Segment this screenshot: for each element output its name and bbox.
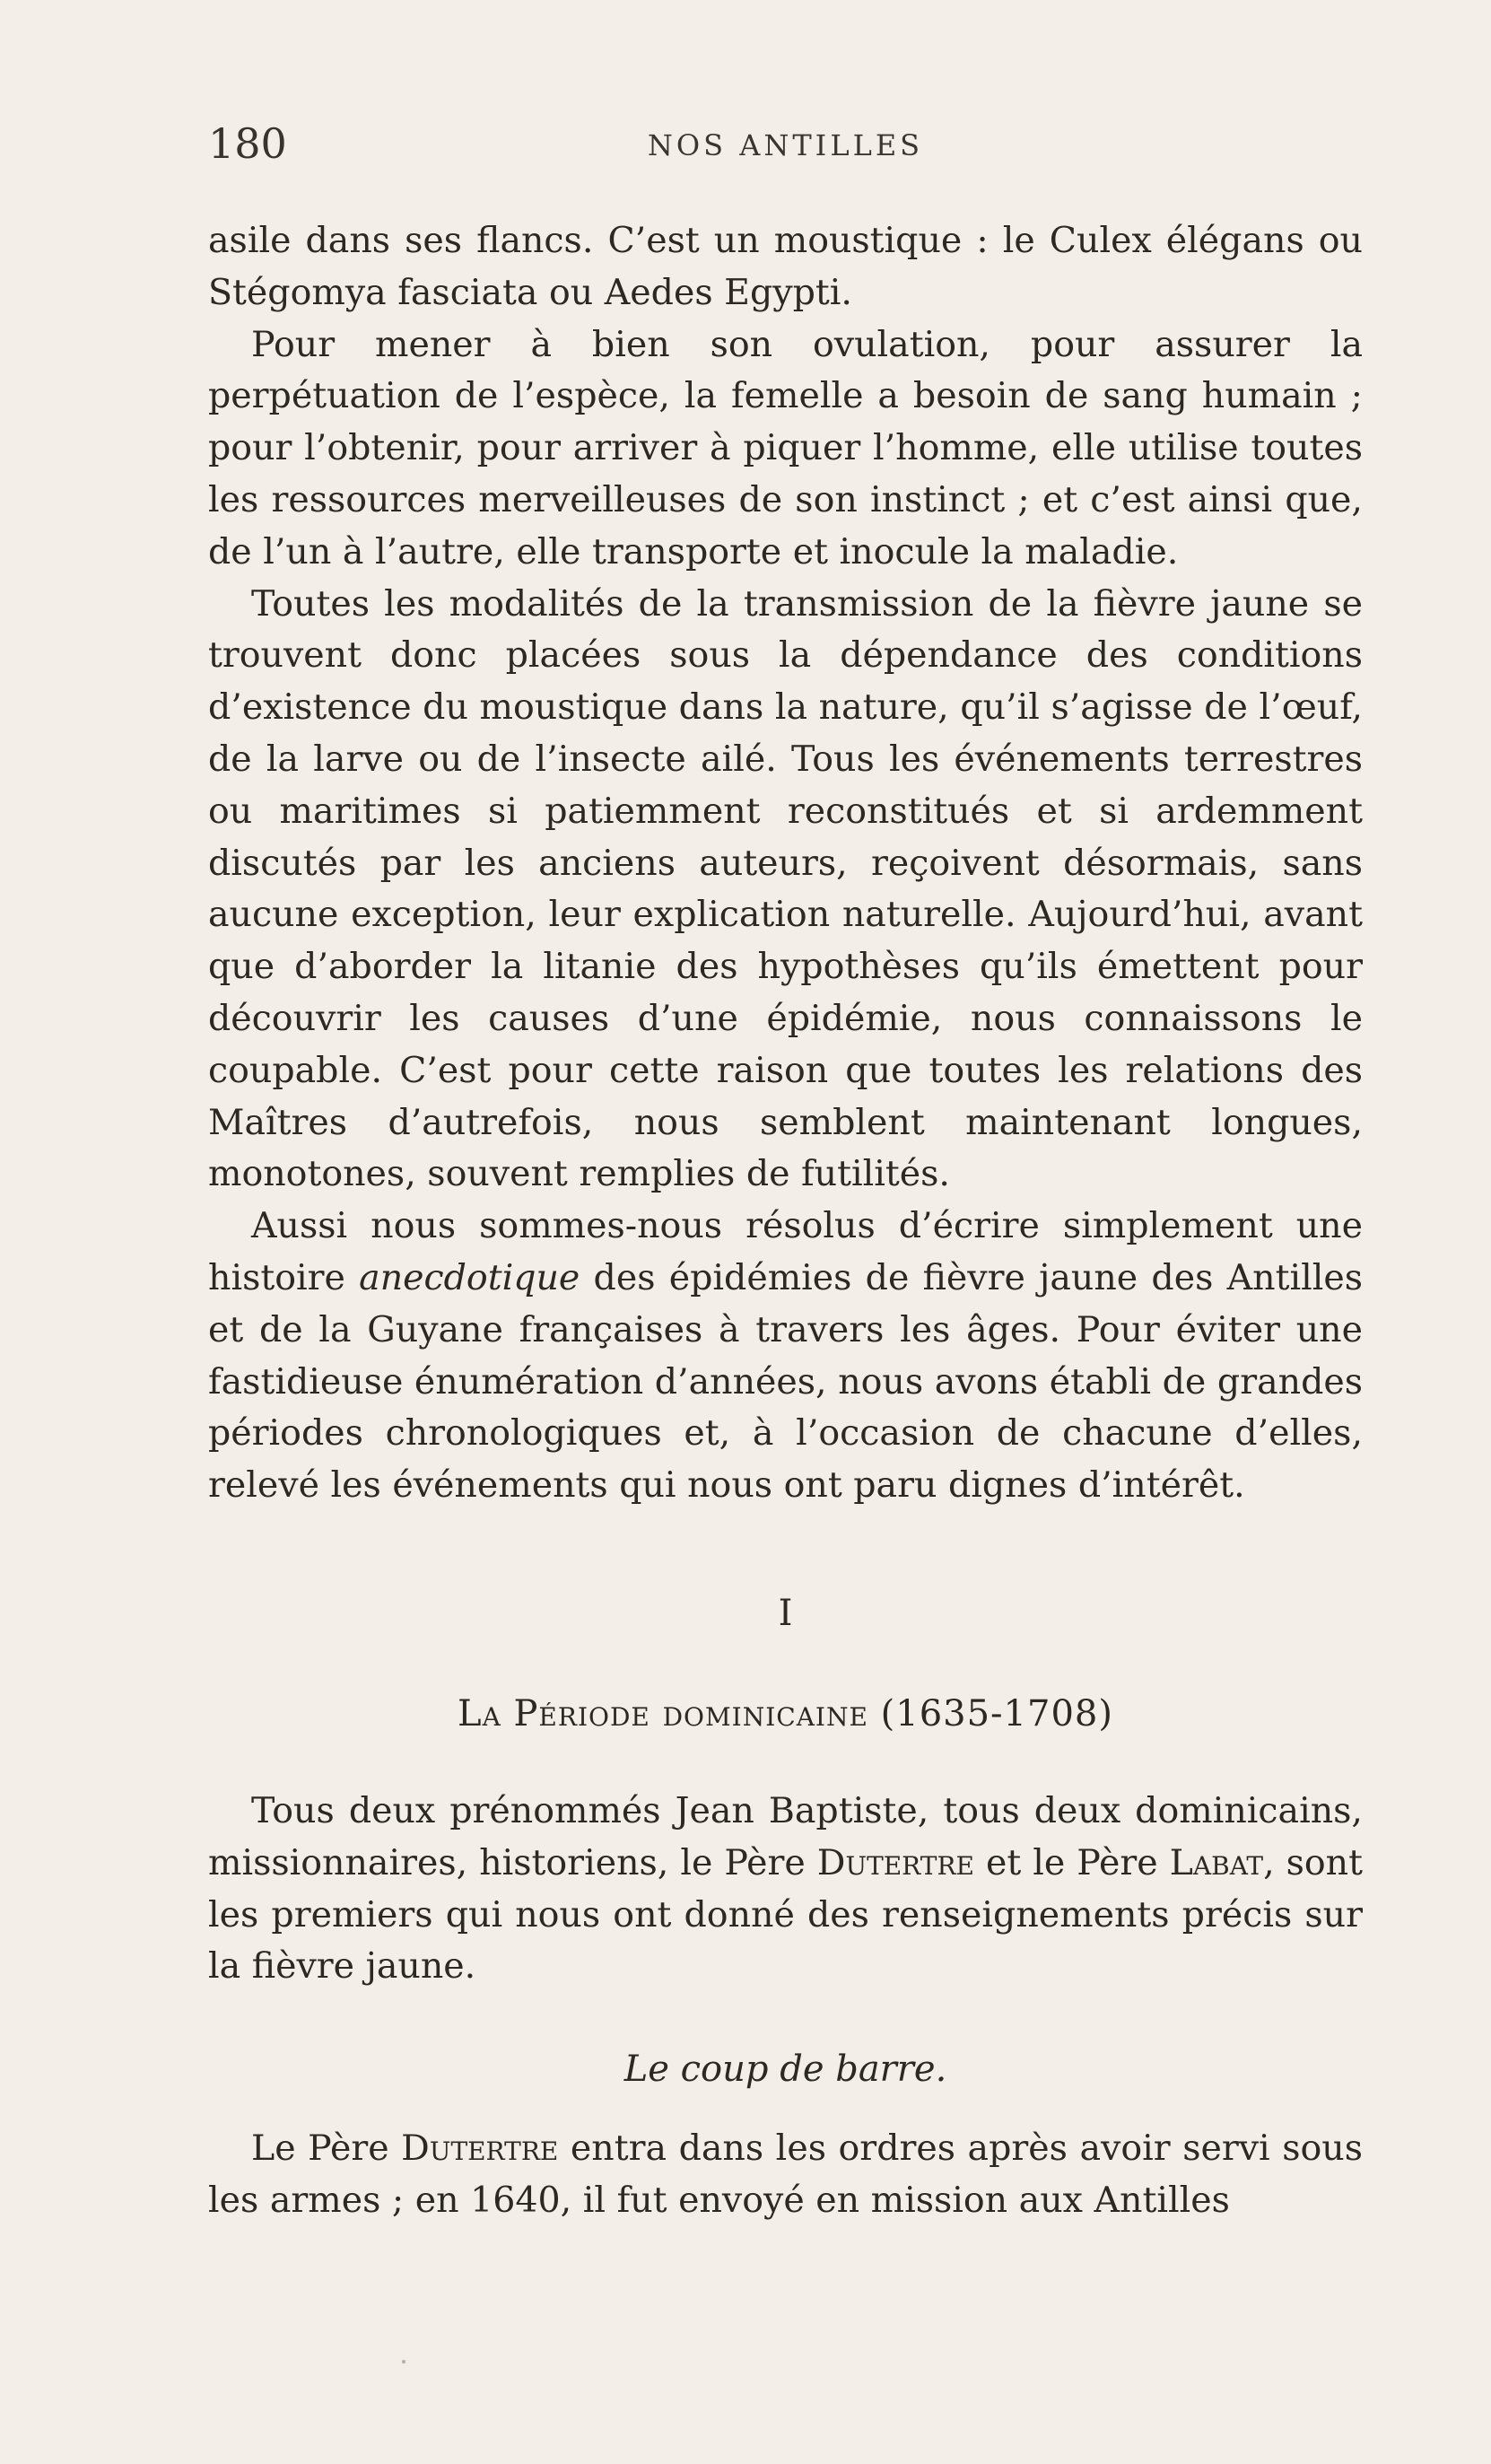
page-header [208, 117, 1363, 170]
paragraph-3: Toutes les modalités de la transmission de la fièvre jaune se trouvent donc placées sous la dépendance des conditions d’existence du moustique dans la nature, qu’il s’agisse de l’œuf, de la larve ou de l’insecte ailé. Tous les événements terrestres ou maritimes si patiemment reconstitués et si ardemment discutés par les anciens auteurs, reçoivent désormais, sans aucune exception, leur explication naturelle. Aujourd’hui, avant que d’aborder la litanie des hypothèses qu’ils émettent pour découvrir les causes d’une épidémie, nous connaissons le coupable. C’est pour cette raison que toutes les relations des Maîtres d’autrefois, nous semblent maintenant longues, monotones, souvent remplies de futilités. [208, 582, 1363, 1195]
paragraph-4 [208, 1201, 1363, 1512]
paragraph-6-text-a: Le Père [251, 2128, 402, 2169]
body-text [208, 215, 1363, 1512]
page-number: 180 [208, 119, 287, 168]
section-heading [208, 1689, 1363, 1739]
name-labat: Labat [1169, 1841, 1264, 1883]
running-title: NOS ANTILLES [647, 128, 924, 162]
section-body-continued [208, 2123, 1363, 2227]
paragraph-6-text-b: entra dans les ordres après avoir servi sous les armes ; en 1640, il fut envoyé en mission aux Antilles [208, 2128, 1364, 2221]
paragraph-5-text-a: Tous deux prénommés Jean Baptiste, tous deux dominicains, missionnaires, historiens, le Père [208, 1790, 1363, 1883]
section-heading-name: La Période dominicaine [458, 1693, 868, 1734]
paragraph-6 [208, 2123, 1363, 2227]
paragraph-4-text-a: Aussi nous sommes-nous résolus d’écrire simplement une histoire [208, 1205, 1363, 1298]
name-dutertre: Dutertre [816, 1841, 974, 1883]
subheading: Le coup de barre. [623, 2049, 947, 2090]
paragraph-1: asile dans ses flancs. C’est un moustique : le Culex élégans ou Stégomya fasciata ou Aedes Egypti. [208, 220, 1363, 313]
paragraph-5 [208, 1786, 1363, 1993]
section-heading-dates: (1635-1708) [880, 1693, 1113, 1734]
section-number: I [778, 1593, 793, 1634]
paragraph-5-text-b: et le Père [973, 1841, 1170, 1883]
name-dutertre-2: Dutertre [401, 2128, 559, 2169]
paragraph-4-text-b: des épidémies de fièvre jaune des Antilles et de la Guyane françaises à travers les âges. Pour éviter une fastidieuse énumération d’années, nous avons établi de grandes périodes chronologiques et, à l’occasion de chacune d’elles, relevé les événements qui nous ont paru dignes d’intérêt. [208, 1256, 1363, 1507]
emphasis-anecdotique: anecdotique [359, 1256, 580, 1298]
paragraph-5-text-c: , sont les premiers qui nous ont donné des renseignements précis sur la fièvre jaune. [208, 1841, 1363, 1988]
paragraph-2: Pour mener à bien son ovulation, pour assurer la perpétuation de l’espèce, la femelle a besoin de sang humain ; pour l’obtenir, pour arriver à piquer l’homme, elle utilise toutes les ressources merveilleuses de son instinct ; et c’est ainsi que, de l’un à l’autre, elle transporte et inocule la maladie. [208, 323, 1363, 572]
paper-speck [402, 2360, 405, 2364]
section-body [208, 1786, 1363, 1993]
